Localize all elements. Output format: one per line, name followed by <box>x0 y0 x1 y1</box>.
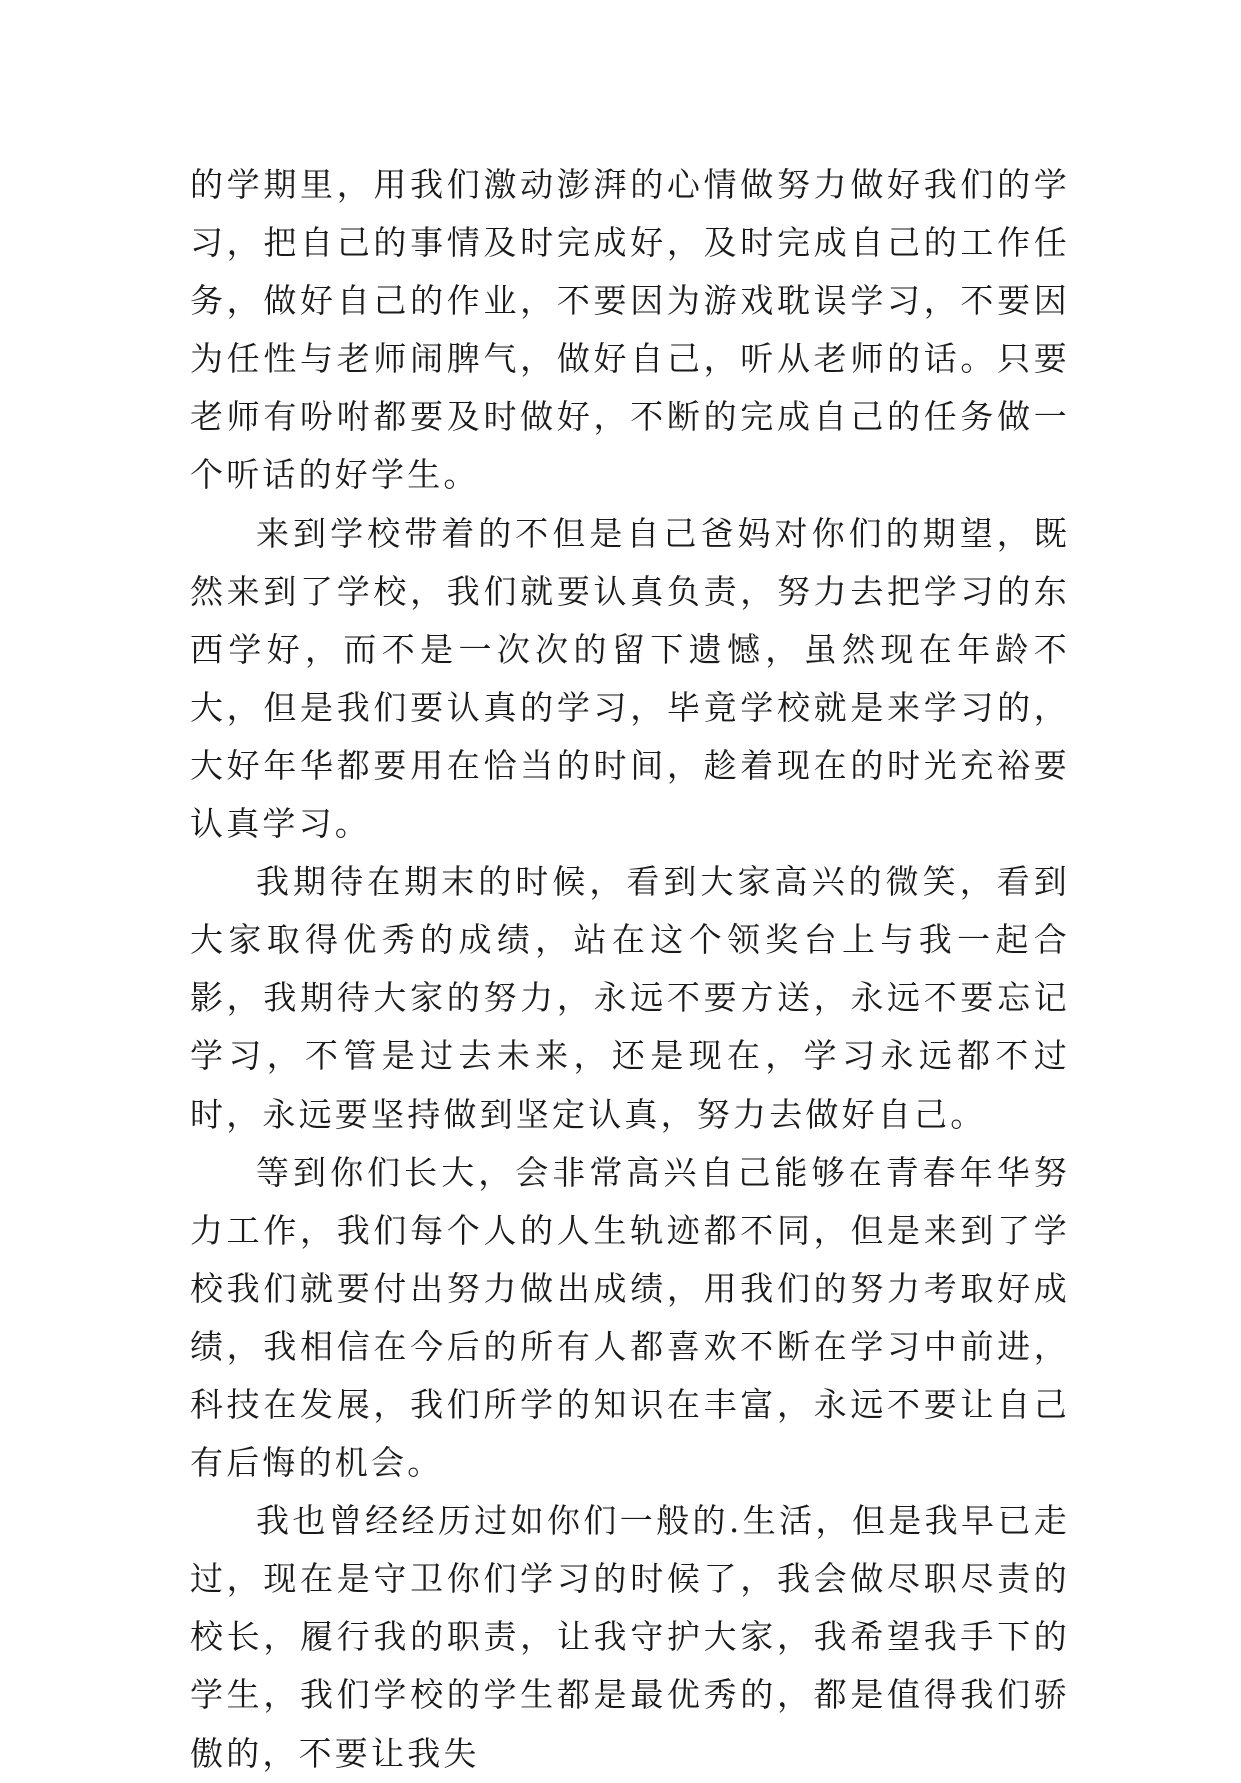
paragraph-1: 的学期里，用我们激动澎湃的心情做努力做好我们的学习，把自己的事情及时完成好，及时完成自己的工作任务，做好自己的作业，不要因为游戏耽误学习，不要因为任性与老师闹脾气，做好自己，听从老师的话。只要老师有吩咐都要及时做好，不断的完成自己的任务做一个听话的好学生。 <box>190 165 1070 495</box>
document-body <box>190 156 1070 1783</box>
paragraph-2: 来到学校带着的不但是自己爸妈对你们的期望，既然来到了学校，我们就要认真负责，努力去把学习的东西学好，而不是一次次的留下遗憾，虽然现在年龄不大，但是我们要认真的学习，毕竟学校就是来学习的，大好年华都要用在恰当的时间，趁着现在的时光充裕要认真学习。 <box>190 513 1070 844</box>
paragraph-3: 我期待在期末的时候，看到大家高兴的微笑，看到大家取得优秀的成绩，站在这个领奖台上与我一起合影，我期待大家的努力，永远不要方送，永远不要忘记学习，不管是过去未来，还是现在，学习永远都不过时，永远要坚持做到坚定认真，努力去做好自己。 <box>190 862 1070 1134</box>
paragraph-5: 我也曾经经历过如你们一般的.生活，但是我早已走过，现在是守卫你们学习的时候了，我会做尽职尽责的校长，履行我的职责，让我守护大家，我希望我手下的学生，我们学校的学生都是最优秀的，都是值得我们骄傲的，不要让我失 <box>190 1501 1070 1773</box>
paragraph-4: 等到你们长大，会非常高兴自己能够在青春年华努力工作，我们每个人的人生轨迹都不同，但是来到了学校我们就要付出努力做出成绩，用我们的努力考取好成绩，我相信在今后的所有人都喜欢不断在学习中前进，科技在发展，我们所学的知识在丰富，永远不要让自己有后悔的机会。 <box>190 1152 1070 1483</box>
